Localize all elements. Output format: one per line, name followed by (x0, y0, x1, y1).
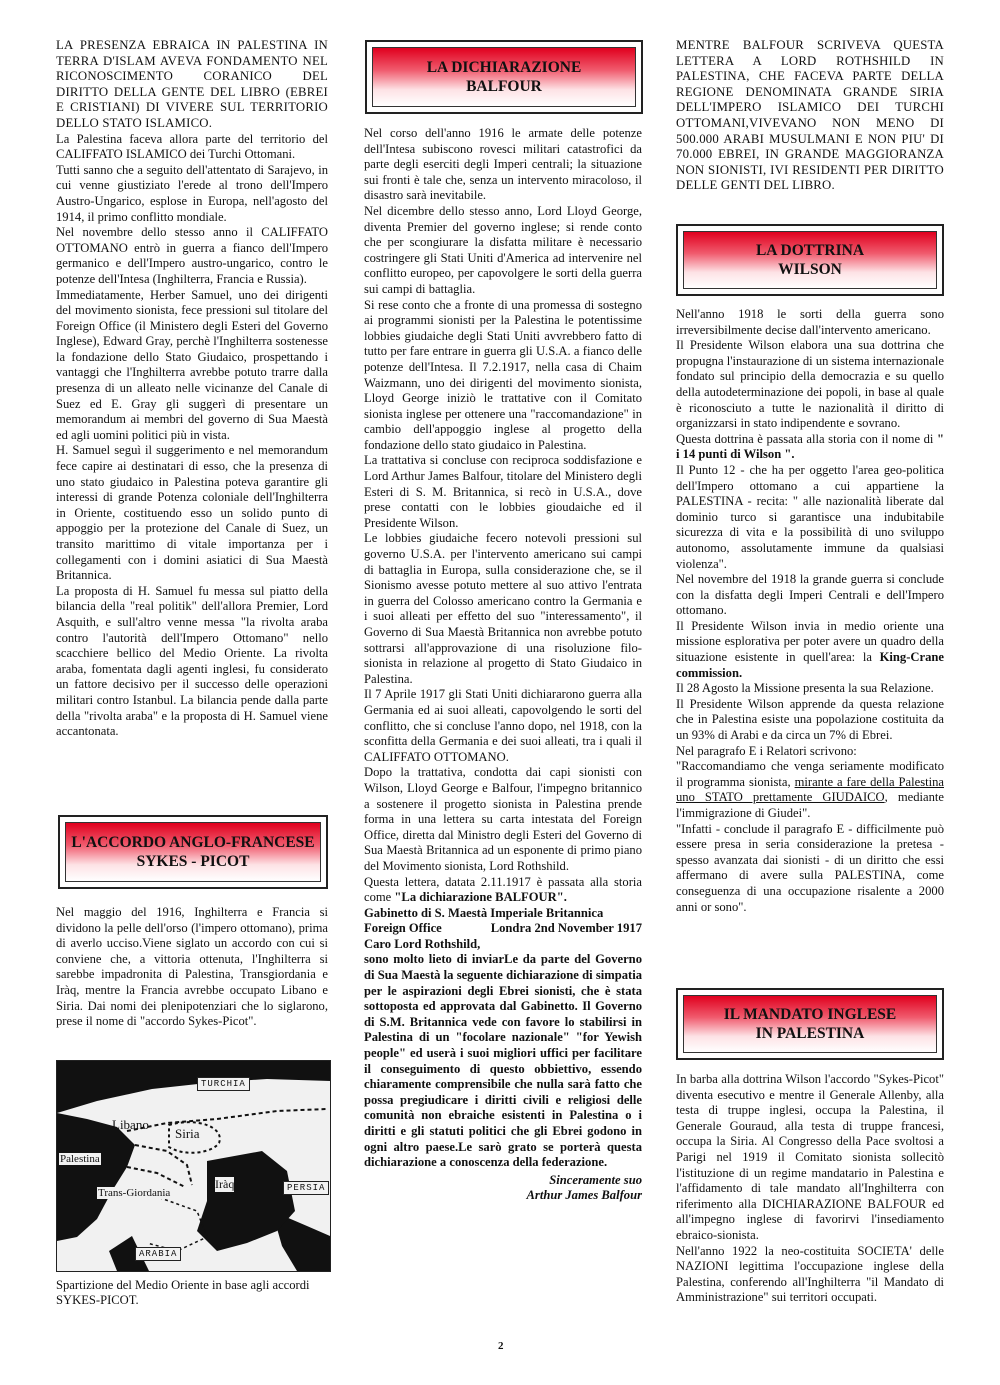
middle-east-map (56, 1060, 331, 1272)
paragraph: Le lobbies giudaiche fecero notevoli pressioni sul governo U.S.A. per l'intervento americano sui campi di battaglia in Europa, sulla considerazione che, se il Sionismo avesse potuto mettere al suo attivo l'entrata in guerra del Colosso americano contro la Germania e i suoi alleati per effetto del suo "interessamento", il Governo di Sua Maestà Britannica non avrebbe potuto sottrarsi all'approvazione di una risoluzione filo-sionista in relazione al progetto di Stato Giudaico in Palestina. (364, 531, 642, 686)
paragraph: Nell'anno 1922 la neo-costituita SOCIETA' delle NAZIONI legittima l'occupazione inglese della Palestina, conferendo all'Inghilterra "il Mandato di Amministrazione" sui territori occupati. (676, 1243, 944, 1305)
underlined-text: mirante a fare della Palestina uno STATO prettamente GIUDAICO (676, 774, 944, 805)
map-drawing (57, 1061, 330, 1271)
section-heading-wilson (676, 224, 944, 296)
map-label-libano: Libano (112, 1117, 149, 1132)
paragraph (676, 619, 944, 681)
map-label-persia: PERSIA (283, 1181, 329, 1195)
letter-salutation: Caro Lord Rothshild, (364, 936, 481, 951)
text-span: , mediante l'immigrazione di Giudei". (676, 790, 944, 820)
paragraph: La trattativa si concluse con reciproca soddisfazione e Lord Arthur James Balfour, titolare del Ministero degli Esteri di S. M. Britannica, si recò in U.S.A., dove prese contatti con le lobbies gioudaiche ed il Presidente Wilson. (364, 453, 642, 530)
column-right-top (676, 38, 944, 194)
section-heading-balfour (365, 40, 643, 114)
paragraph: La Palestina faceva allora parte del territorio del CALIFFATO ISLAMICO dei Turchi Ottomani. (56, 131, 328, 162)
map-label-palestina: Palestina (60, 1153, 100, 1165)
text-span: Il Presidente Wilson invia in medio oriente una missione esplorativa per poter avere un quadro della situazione esistente in quell'area: la (676, 618, 944, 665)
letter-closing: Sinceramente suo (549, 1172, 642, 1187)
heading-line: L'ACCORDO ANGLO-FRANCESE (71, 834, 315, 851)
page-number: 2 (498, 1340, 504, 1352)
text-span: Questa lettera, datata 2.11.1917 è passata alla storia come (364, 874, 642, 905)
paragraph (676, 759, 944, 821)
heading-line: LA DOTTRINA (755, 242, 865, 259)
section-heading-mandato (676, 988, 944, 1060)
paragraph: Nel novembre dello stesso anno il CALIFFATO OTTOMANO entrò in guerra a fianco dell'Impero germanico e dell'Impero austro-ungarico, contro le potenze dell'Intesa (Inghilterra, Francia e Russia). (56, 225, 328, 286)
heading-line: LA DICHIARAZIONE (426, 59, 582, 76)
column-right-bottom (676, 1072, 944, 1306)
column-right-middle (676, 307, 944, 915)
section-heading-sykes-picot (58, 815, 328, 889)
intro-paragraph-caps: MENTRE BALFOUR SCRIVEVA QUESTA LETTERA A LORD ROTHSHILD IN PALESTINA, CHE FACEVA PARTE DELLA REGIONE DENOMINATA GRANDE SIRIA DELL'IMPERO ISLAMICO DEI TURCHI OTTOMANI,VIVEVANO NON MENO DI 500.000 ARABI MUSULMANI E NON PIU' DI 70.000 EBREI, IN GRANDE MAGGIORANZA NON SIONISTI, IVI RESIDENTI PER DIRITTO DELLE GENTI DEL LIBRO. (676, 38, 944, 193)
wilson-points: " i 14 punti di Wilson ". (676, 431, 944, 462)
balfour-title: "La dichiarazione BALFOUR". (394, 890, 567, 905)
heading-line: SYKES - PICOT (136, 853, 250, 870)
letter-signature: Arthur James Balfour (526, 1188, 642, 1203)
letter-date: Londra 2nd November 1917 (490, 921, 642, 936)
paragraph: Il 7 Aprile 1917 gli Stati Uniti dichiararono guerra alla Germania ed ai suoi alleati, capovolgendo le sorti del conflitto, che si concluse l'anno dopo, nel 1918, con la sconfitta della Germania e dei suoi alleati, tra i quali il CALIFFATO OTTOMANO. (364, 687, 642, 764)
paragraph: Il 28 Agosto la Missione presenta la sua Relazione. (676, 681, 934, 696)
paragraph: Nell'anno 1918 le sorti della guerra sono irreversibilmente decise dall'intervento americano. (676, 307, 944, 337)
heading-line: IL MANDATO INGLESE (723, 1006, 897, 1023)
map-label-turchia: TURCHIA (197, 1077, 250, 1091)
paragraph (364, 875, 642, 906)
map-label-siria: Siria (175, 1126, 200, 1141)
column-middle (364, 126, 642, 1204)
map-label-arabia: ARABIA (135, 1247, 181, 1261)
letter-office-line (364, 921, 642, 937)
paragraph: Si rese conto che a fronte di una promessa di sostegno ai programmi sionisti per la Palestina le potentissime lobbies giudaiche degli Stati Uniti avvrebbero fatto di tutto per fare entrare in guerra gli U.S.A. a fianco delle potenze dell'Intesa. Il 7.2.1917, nella casa di Chaim Waizmann, uno dei dirigenti del movimento sionista, Lloyd George iniziò le trattative con il Comitato sionista inglese per ottenere una "raccomandazione" in cambio dell'appoggio inglese al progetto della fondazione dello stato giudaico in Palestina. (364, 297, 642, 452)
letter-office: Foreign Office (364, 921, 442, 936)
paragraph: Immediatamente, Herber Samuel, uno dei dirigenti del movimento sionista, fece pressioni sul titolare del Foreign Office (il Ministero degli Esteri del Governo Inglese), Edward Gray, perchè l'Inghilterra sostenesse la fondazione dello Stato Giudaico, prospettando i vantaggi che l'Inghilterra avrebbe potuto trarre dalla presenza di un alleato nelle vicinanze del Canale di Suez ed E. Gray gli suggerì di presentare un memorandum ai membri del governo di Sua Maestà ed agli uomini politici più in vista. (56, 287, 328, 442)
map-caption: Spartizione del Medio Oriente in base agli accordi SYKES-PICOT. (56, 1278, 310, 1307)
text-span: "Raccomandiamo che venga seriamente modificato il programma sionista, (676, 759, 944, 789)
paragraph: In barba alla dottrina Wilson l'accordo "Sykes-Picot" diventa esecutivo e mentre il Generale Allenby, alla testa di truppe inglesi, occupa la Palestina, il Generale Gouraud, alla testa di truppe francesi, occupa la Siria. Al Congresso della Pace svoltosi a Parigi nel 1919 il Comitato sionista sollecitò l'istituzione di un regime mandatario in Palestina e l'affidamento di tale mandato all'Inghilterra con riferimento alla DICHIARAZIONE BALFOUR ed all'impegno inglese di favorirvi l'insediamento ebraico-sionista. (676, 1072, 944, 1242)
map-label-transgiordania: Trans-Giordania (98, 1187, 171, 1199)
heading-line: WILSON (778, 261, 842, 278)
map-label-iraq: Iràq (215, 1177, 235, 1191)
paragraph: Nel paragrafo E i Relatori scrivono: (676, 743, 857, 758)
letter-body: sono molto lieto di inviarLe da parte del Governo di Sua Maestà la seguente dichiarazione di simpatia per le aspirazioni degli Ebrei sionisti, che è stata sottoposta ed approvata dal Gabinetto. Il Governo di S.M. Britannica vede con favore lo stabilirsi in Palestina di un "focolare nazionale" "for Yewish people" ed userà i suoi migliori uffici per facilitare il conseguimento di questo obbiettivo, essendo chiaramente comprensibile che nulla sarà fatto che possa pregiudicare i diritti civili e religiosi delle comunità non ebraiche esistenti in Palestina o i diritti e gli statuti politici che gli Ebrei godono in ogni altro paese.Le sarò grato se porterà questa dichiarazione a conoscenza della federazione. (364, 952, 642, 1170)
paragraph: Nel novembre del 1918 la grande guerra si conclude con la disfatta degli Imperi Centrali e dell'Impero ottomano. (676, 572, 944, 618)
paragraph: Il Punto 12 - che ha per oggetto l'area geo-politica dell'Impero ottomano a cui appartiene la PALESTINA - recita: " alle nazionalità liberate dal dominio turco si garantisce una indubitabile sicurezza di vita e la possibilità di uno sviluppo autonomo, assolutamente immune da qualsiasi violenza". (676, 462, 944, 571)
text-span: Questa dottrina è passata alla storia con il nome di (676, 431, 937, 446)
paragraph: Tutti sanno che a seguito dell'attentato di Sarajevo, in cui venne giustiziato l'erede al trono dell'Impero Austro-Ungarico, esplose in Europa, nell'agosto del 1914, il primo conflitto mondiale. (56, 162, 328, 224)
paragraph: Nel corso dell'anno 1916 le armate delle potenze dell'Intesa subiscono rovesci militari catastrofici da parte degli eserciti degli Imperi centrali; la situazione sui fronti è tale che, senza un intervento miracoloso, il disastro sarà inevitabile. (364, 126, 642, 203)
paragraph: Nel dicembre dello stesso anno, Lord Lloyd George, diventa Premier del governo inglese; si rende conto che per scongiurare la disfatta militare è necessario costringere gli Stati Uniti d'America ad intervenire nel conflitto europeo, per capovolgere le sorti della guerra sui campi di battaglia. (364, 203, 642, 296)
paragraph: Nel maggio del 1916, Inghilterra e Francia si dividono la pelle dell'orso (l'impero ottomano), prima di averlo ucciso.Viene siglato un accordo con cui si conviene che, a vittoria ottenuta, l'Inghilterra si sarebbe impadronita di Palestina, Transgiordania e Iràq, mentre la Francia avrebbe occupato Libano e Siria. Dai nomi dei plenipotenziari che lo siglarono, prese il nome di "accordo Sykes-Picot". (56, 905, 328, 1029)
paragraph: Dopo la trattativa, condotta dai capi sionisti con Wilson, Lloyd George e Balfour, l'impegno britannico a sostenere il progetto sionista in Palestina prende forma in una lettera su carta intestata del Foreign Office, diretta dal Ministro degli Esteri del Governo di Sua Maestà Britannica ad un esponente di primo piano del Movimento sionista, Lord Rothshild. (364, 765, 642, 873)
intro-paragraph-caps: LA PRESENZA EBRAICA IN PALESTINA IN TERRA D'ISLAM AVEVA FONDAMENTO NEL RICONOSCIMENTO CORANICO DEL DIRITTO DELLA GENTE DEL LIBRO (EBREI E CRISTIANI) DI VIVERE SUL TERRITORIO DELLO STATO ISLAMICO. (56, 38, 328, 130)
sykes-picot-text (56, 905, 328, 1030)
paragraph: Il Presidente Wilson apprende da questa relazione che in Palestina esiste una popolazione costituita da un 93% di Arabi e da circa un 7% di Ebrei. (676, 696, 944, 743)
paragraph: La proposta di H. Samuel fu messa sul piatto della bilancia della "real politik" dell'allora Premier, Lord Asquith, e sull'altro venne messa "la rivolta araba contro l'autorità dell'Impero Ottomano" nello scacchiere bellico del Medio Oriente. La rivolta araba, fomentata dagli agenti inglesi, fu considerato un fattore decisivo per il successo delle operazioni militari contro Istanbul. La bilancia pende dalla parte della "rivolta araba" e la proposta di H. Samuel viene accantonata. (56, 583, 328, 739)
king-crane: King-Crane commission. (676, 650, 944, 680)
column-left (56, 38, 328, 740)
letter-header: Gabinetto di S. Maestà Imperiale Britannica (364, 905, 604, 920)
paragraph: Il Presidente Wilson elabora una sua dottrina che propugna l'instaurazione di un sistema internazionale fondato sul principio della democrazia e su quello della autodeterminazione dei popoli, in base al quale è riconosciuto a tutte le nazionalità il diritto di organizzarsi in stato indipendente e sovrano. (676, 338, 944, 431)
heading-line: IN PALESTINA (755, 1025, 865, 1042)
paragraph (676, 432, 944, 463)
paragraph: H. Samuel seguì il suggerimento e nel memorandum fece capire ai destinatari di esso, che la presenza di uno stato giudaico in Palestina poteva garantire gli interessi di grande Potenza coloniale dell'Inghilterra in Oriente, costituendo esso un solido punto di appoggio per la protezione del Canale di Suez, un transito marittimo di vitale importanza per i collegamenti con i domini asiatici di Sua Maestà Britannica. (56, 443, 328, 583)
paragraph: "Infatti - conclude il paragrafo E - difficilmente può essere presa in seria considerazione la pretesa - spesso avanzata dai sionisti - di un diritto che essi affermano di avere sulla PALESTINA, come conseguenza di una occupazione risalente a 2000 anni or sono". (676, 821, 944, 914)
heading-line: BALFOUR (466, 78, 542, 95)
